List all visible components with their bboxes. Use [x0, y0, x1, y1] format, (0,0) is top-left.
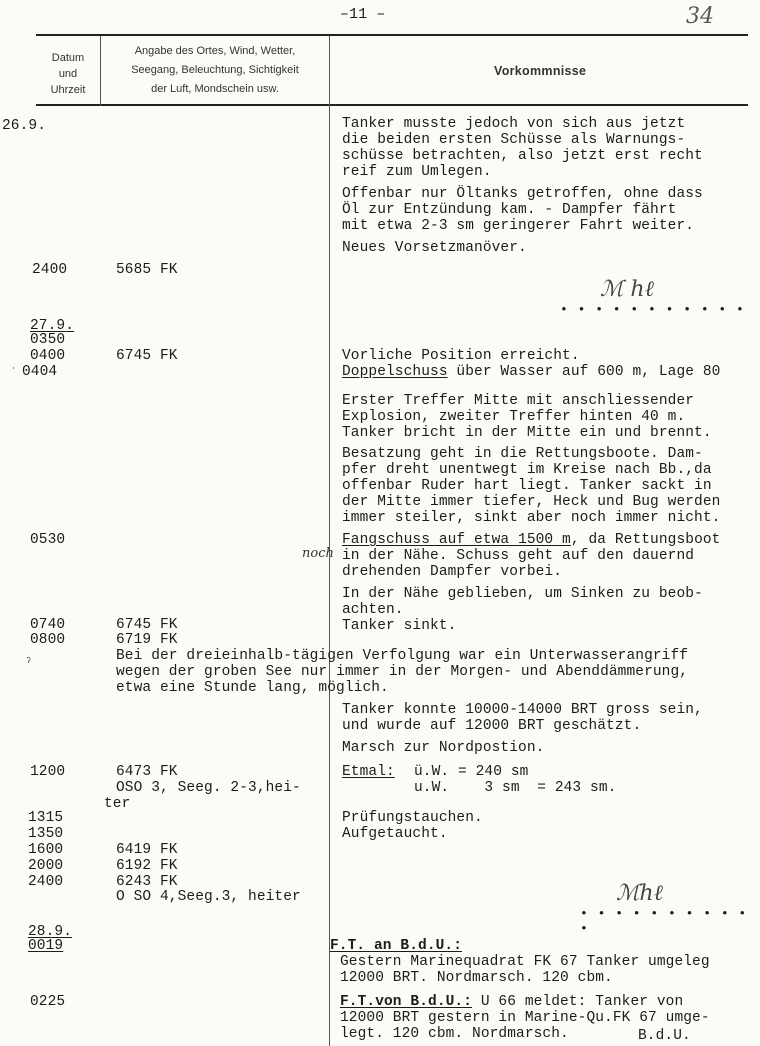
time-2400: 2400 [32, 262, 68, 278]
event-line: Doppelschuss über Wasser auf 600 m, Lage 80 [342, 364, 721, 380]
time-1200: 1200 [30, 764, 66, 780]
event-line: und wurde auf 12000 BRT geschätzt. [342, 718, 642, 734]
handwritten-initials: ℳ ℎℓ [600, 277, 654, 302]
page-number: –11 – [340, 6, 386, 23]
signature-bdu: B.d.U. [638, 1028, 691, 1044]
event-line: Tanker sinkt. [342, 618, 457, 634]
event-line: Erster Treffer Mitte mit anschliessender [342, 393, 695, 409]
header-divider-1 [100, 36, 101, 106]
event-line: drehenden Dampfer vorbei. [342, 564, 563, 580]
event-line: Prüfungstauchen. [342, 810, 483, 826]
event-line: Aufgetaucht. [342, 826, 448, 842]
event-line: Explosion, zweiter Treffer hinten 40 m. [342, 409, 686, 425]
weather-2400: O SO 4,Seeg.3, heiter [116, 889, 301, 905]
event-line: Vorliche Position erreicht. [342, 348, 580, 364]
etmal-label: Etmal: [342, 764, 395, 780]
event-line: schüsse betrachten, also jetzt erst recht [342, 148, 703, 164]
time-0350: 0350 [30, 332, 66, 348]
event-line: offenbar Ruder hart liegt. Tanker sackt in [342, 478, 712, 494]
event-line: legt. 120 cbm. Nordmarsch. [340, 1026, 569, 1042]
dotted-rule: • • • • • • • • • • • [560, 302, 745, 317]
place-6419: 6419 FK [116, 842, 178, 858]
time-1350: 1350 [28, 826, 64, 842]
weather-1200-cont: ter [104, 796, 131, 812]
event-line: achten. [342, 602, 404, 618]
header-col-date: Datum und Uhrzeit [50, 52, 86, 96]
date-28-9: 28.9. [28, 924, 73, 940]
event-line: in der Nähe. Schuss geht auf den dauernd [342, 548, 695, 564]
date-27-9: 27.9. [30, 318, 75, 334]
handwritten-initials: ℳℎℓ [616, 881, 663, 906]
event-line: Gestern Marinequadrat FK 67 Tanker umgeleg [340, 954, 710, 970]
event-line: mit etwa 2-3 sm geringerer Fahrt weiter. [342, 218, 695, 234]
place-6473: 6473 FK [116, 764, 178, 780]
time-2000: 2000 [28, 858, 64, 874]
place-6745-b: 6745 FK [116, 617, 178, 633]
etmal-line: u.W. 3 sm = 243 sm. [414, 780, 617, 796]
place-6243: 6243 FK [116, 874, 178, 890]
event-line: Marsch zur Nordpostion. [342, 740, 545, 756]
event-line: F.T.von B.d.U.: U 66 meldet: Tanker von [340, 994, 684, 1010]
weather-1200: OSO 3, Seeg. 2-3,hei- [116, 780, 301, 796]
event-line: Öl zur Entzündung kam. - Dampfer fährt [342, 202, 677, 218]
event-line: die beiden ersten Schüsse als Warnungs- [342, 132, 686, 148]
event-line: Tanker konnte 10000-14000 BRT gross sein, [342, 702, 703, 718]
event-line-wide: Bei der dreieinhalb-tägigen Verfolgung war ein Unterwasserangriff [116, 648, 689, 664]
margin-mark: ˈ [10, 366, 18, 380]
time-0740: 0740 [30, 617, 66, 633]
event-line: 12000 BRT gestern in Marine-Qu.FK 67 umge- [340, 1010, 710, 1026]
time-0225: 0225 [30, 994, 66, 1010]
time-0019: 0019 [28, 938, 64, 954]
radio-message-label: F.T. an B.d.U.: [330, 938, 463, 954]
time-0800: 0800 [30, 632, 66, 648]
place-6745-a: 6745 FK [116, 348, 178, 364]
event-line: pfer dreht unentwegt im Kreise nach Bb.,da [342, 462, 712, 478]
header-col-events: Vorkommnisse [494, 64, 587, 78]
dotted-rule: • • • • • • • • • • • [580, 906, 748, 936]
event-line: Offenbar nur Öltanks getroffen, ohne dass [342, 186, 703, 202]
event-line-wide: wegen der groben See nur immer in der Morgen- und Abenddämmerung, [116, 664, 689, 680]
archive-stamp: 34 [686, 4, 714, 29]
event-line: reif zum Umlegen. [342, 164, 492, 180]
event-line: der Mitte immer tiefer, Heck und Bug werden [342, 494, 721, 510]
place-5685: 5685 FK [116, 262, 178, 278]
time-0530: 0530 [30, 532, 66, 548]
header-bottom-rule [36, 104, 748, 106]
event-line: Tanker bricht in der Mitte ein und brennt. [342, 425, 712, 441]
header-top-rule [36, 34, 748, 36]
column-divider [329, 36, 330, 1046]
place-6719: 6719 FK [116, 632, 178, 648]
event-line: immer steiler, sinkt aber noch immer nicht. [342, 510, 721, 526]
time-2400-b: 2400 [28, 874, 64, 890]
etmal-line: ü.W. = 240 sm [414, 764, 529, 780]
event-line: 12000 BRT. Nordmarsch. 120 cbm. [340, 970, 613, 986]
event-line: In der Nähe geblieben, um Sinken zu beob- [342, 586, 703, 602]
place-6192: 6192 FK [116, 858, 178, 874]
margin-mark: ˀ [25, 656, 33, 670]
time-0400: 0400 [30, 348, 66, 364]
header-col-place: Angabe des Ortes, Wind, Wetter, Seegang, Beleuchtung, Sichtigkeit der Luft, Mondschein usw. [131, 45, 299, 95]
time-1315: 1315 [28, 810, 64, 826]
event-line: Besatzung geht in die Rettungsboote. Dam- [342, 446, 703, 462]
event-line: Fangschuss auf etwa 1500 m, da Rettungsboot [342, 532, 721, 548]
date-26-9: 26.9. [2, 118, 47, 134]
event-line: Tanker musste jedoch von sich aus jetzt [342, 116, 686, 132]
time-1600: 1600 [28, 842, 64, 858]
event-line-wide: etwa eine Stunde lang, möglich. [116, 680, 389, 696]
event-line: Neues Vorsetzmanöver. [342, 240, 527, 256]
handwritten-annotation: noch [302, 546, 334, 561]
time-0404: 0404 [22, 364, 58, 380]
